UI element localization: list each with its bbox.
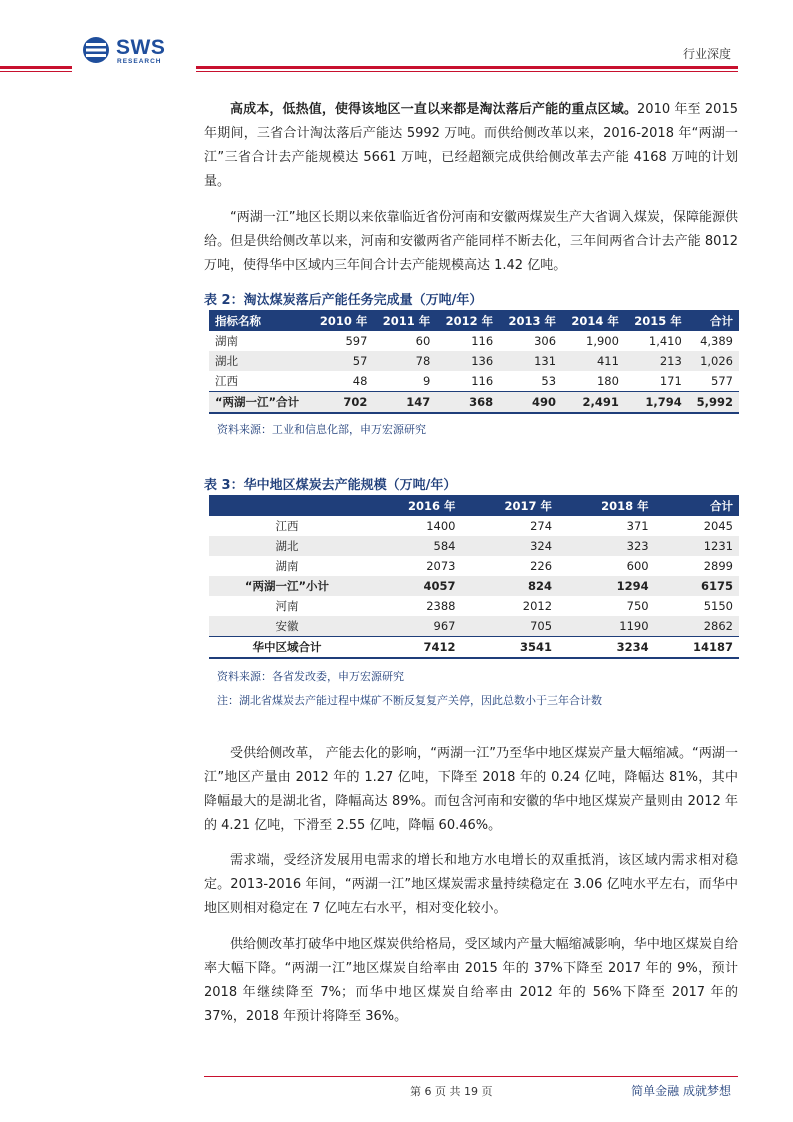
table-cell: 584 <box>365 536 462 556</box>
table-cell: 6175 <box>655 576 739 596</box>
table-cell: 274 <box>530 519 553 533</box>
brand-subtitle: RESEARCH <box>117 58 162 65</box>
table-cell: 2862 <box>655 616 739 637</box>
footer-slogan: 简单金融 成就梦想 <box>631 1084 731 1098</box>
table-cell: 2012 <box>522 599 553 613</box>
table-total-row <box>209 392 739 414</box>
table-cell: 368 <box>436 392 499 414</box>
table-cell: 116 <box>471 374 494 388</box>
table-3-header-cell: 合计 <box>655 495 739 516</box>
table-3 <box>209 495 739 659</box>
table-cell: 131 <box>499 351 562 371</box>
table-row <box>209 596 739 616</box>
table-row <box>209 371 739 392</box>
table-cell: 78 <box>373 351 436 371</box>
table-cell: 967 <box>365 616 462 637</box>
table-cell: 7412 <box>365 637 462 659</box>
table-cell: 371 <box>626 519 649 533</box>
table-3-header-cell <box>209 495 365 516</box>
table-2 <box>209 310 739 414</box>
table-cell: “两湖一江”合计 <box>209 392 311 414</box>
table-cell: 1,026 <box>688 351 739 371</box>
table-cell: 湖南 <box>215 334 238 348</box>
table-total-row <box>209 637 739 659</box>
table-cell: 116 <box>471 334 494 348</box>
table-cell: 171 <box>659 374 682 388</box>
sws-logo-icon <box>82 36 110 64</box>
table-cell: 1,900 <box>586 334 619 348</box>
table-3-note: 注：湖北省煤炭去产能过程中煤矿不断反复复产关停，因此总数小于三年合计数 <box>217 694 602 707</box>
table-2-caption: 表 2：淘汰煤炭落后产能任务完成量（万吨/年） <box>204 293 483 308</box>
table-cell: 136 <box>436 351 499 371</box>
table-cell: 1,410 <box>648 334 682 348</box>
table-subtotal-row <box>209 576 739 596</box>
paragraph-1 <box>204 98 738 194</box>
footer-divider <box>204 1076 738 1077</box>
table-cell: “两湖一江”小计 <box>209 576 365 596</box>
table-2-header-cell: 2015 年 <box>625 310 688 331</box>
table-cell: 5150 <box>703 599 733 613</box>
table-cell: 597 <box>345 334 368 348</box>
table-3-source: 资料来源：各省发改委，申万宏源研究 <box>217 670 404 683</box>
table-cell: 824 <box>461 576 558 596</box>
table-row <box>209 556 739 576</box>
table-2-header-cell: 2010 年 <box>311 310 374 331</box>
table-3-header-cell: 2018 年 <box>558 495 655 516</box>
table-row <box>209 536 739 556</box>
header-divider-thin-left <box>0 71 72 72</box>
table-2-header-row <box>209 310 739 331</box>
table-cell: 1190 <box>558 616 655 637</box>
table-row <box>209 616 739 637</box>
table-3-header-cell: 2016 年 <box>365 495 462 516</box>
table-cell: 1400 <box>426 519 456 533</box>
table-cell: 9 <box>422 374 431 388</box>
table-cell: 4,389 <box>700 334 733 348</box>
table-cell: 213 <box>625 351 688 371</box>
table-cell: 2073 <box>426 559 456 573</box>
table-cell: 324 <box>461 536 558 556</box>
table-cell: 1294 <box>558 576 655 596</box>
table-cell: 323 <box>558 536 655 556</box>
table-cell: 750 <box>626 599 649 613</box>
table-cell: 2388 <box>426 599 456 613</box>
table-cell: 3541 <box>461 637 558 659</box>
paragraph-1-lead: 高成本，低热值，使得该地区一直以来都是淘汰落后产能的重点区域。 <box>230 102 638 117</box>
paragraph-1-body: 2010 年至 2015 年期间，三省合计淘汰落后产能达 5992 万吨。而供给侧改革以来，2016-2018 年“两湖一江”三省合计去产能规模达 5661 万吨，已经超额完成供给侧改革去产能 4168 万吨的计划量。 <box>204 102 738 189</box>
table-cell: 226 <box>530 559 553 573</box>
table-cell: 600 <box>626 559 649 573</box>
table-row <box>209 331 739 351</box>
table-cell: 60 <box>415 334 431 348</box>
table-cell: 江西 <box>215 374 238 388</box>
table-cell: 48 <box>352 374 368 388</box>
table-cell: 1231 <box>655 536 739 556</box>
table-cell: 3234 <box>558 637 655 659</box>
table-cell: 2,491 <box>562 392 625 414</box>
table-row <box>209 516 739 536</box>
table-cell: 湖北 <box>209 536 365 556</box>
table-cell: 1,794 <box>625 392 688 414</box>
table-cell: 705 <box>461 616 558 637</box>
table-cell: 河南 <box>275 599 299 613</box>
header-divider-thin-right <box>196 71 738 72</box>
paragraph-4: 需求端，受经济发展用电需求的增长和地方水电增长的双重抵消，该区域内需求相对稳定。2013-2016 年间，“两湖一江”地区煤炭需求量持续稳定在 3.06 亿吨水平左右，而华中地区则相对稳定在 7 亿吨左右水平，相对变化较小。 <box>204 853 738 916</box>
table-2-header-cell: 2014 年 <box>562 310 625 331</box>
table-cell: 147 <box>373 392 436 414</box>
table-cell: 2045 <box>703 519 733 533</box>
page-number: 第 6 页 共 19 页 <box>410 1085 493 1098</box>
table-2-header-cell: 2013 年 <box>499 310 562 331</box>
header-divider-left <box>0 66 72 69</box>
table-cell: 57 <box>311 351 374 371</box>
table-cell: 53 <box>541 374 557 388</box>
table-2-header-cell: 合计 <box>688 310 739 331</box>
report-category: 行业深度 <box>682 47 731 61</box>
table-cell: 306 <box>534 334 557 348</box>
paragraph-5: 供给侧改革打破华中地区煤炭供给格局，受区域内产量大幅缩减影响，华中地区煤炭自给率大幅下降。“两湖一江”地区煤炭自给率由 2015 年的 37%下降至 2017 年的 9%，预计 2018 年继续降至 7%；而华中地区煤炭自给率由 2012 年的 56%下降至 2017 年的 37%，2018 年预计将降至 36%。 <box>204 937 738 1024</box>
table-2-source: 资料来源：工业和信息化部，申万宏源研究 <box>217 423 426 436</box>
table-cell: 湖北 <box>209 351 311 371</box>
table-cell: 华中区域合计 <box>209 637 365 659</box>
table-cell: 411 <box>562 351 625 371</box>
table-3-header-cell: 2017 年 <box>461 495 558 516</box>
table-cell: 14187 <box>655 637 739 659</box>
table-2-header-cell: 2012 年 <box>436 310 499 331</box>
table-3-header-row <box>209 495 739 516</box>
sws-logo <box>82 36 186 66</box>
table-cell: 2899 <box>703 559 733 573</box>
table-row <box>209 351 739 371</box>
paragraph-2: “两湖一江”地区长期以来依靠临近省份河南和安徽两煤炭生产大省调入煤炭，保障能源供给。但是供给侧改革以来，河南和安徽两省产能同样不断去化，三年间两省合计去产能 8012 万吨，使得华中区域内三年间合计去产能规模高达 1.42 亿吨。 <box>204 210 738 273</box>
table-cell: 江西 <box>275 519 299 533</box>
table-cell: 5,992 <box>688 392 739 414</box>
table-2-header-cell: 指标名称 <box>209 310 311 331</box>
table-cell: 4057 <box>365 576 462 596</box>
paragraph-3: 受供给侧改革， 产能去化的影响，“两湖一江”乃至华中地区煤炭产量大幅缩减。“两湖一江”地区产量由 2012 年的 1.27 亿吨，下降至 2018 年的 0.24 亿吨，降幅达 81%，其中降幅最大的是湖北省，降幅高达 89%。而包含河南和安徽的华中地区煤炭产量则由 2012 年的 4.21 亿吨，下滑至 2.55 亿吨，降幅 60.46%。 <box>204 746 738 833</box>
table-3-caption: 表 3：华中地区煤炭去产能规模（万吨/年） <box>204 478 457 493</box>
table-cell: 577 <box>711 374 733 388</box>
table-cell: 490 <box>499 392 562 414</box>
table-cell: 湖南 <box>275 559 299 573</box>
brand-name: SWS <box>116 36 166 59</box>
table-cell: 180 <box>596 374 619 388</box>
header-divider-right <box>196 66 738 69</box>
table-2-header-cell: 2011 年 <box>373 310 436 331</box>
table-cell: 安徽 <box>209 616 365 637</box>
table-cell: 702 <box>311 392 374 414</box>
